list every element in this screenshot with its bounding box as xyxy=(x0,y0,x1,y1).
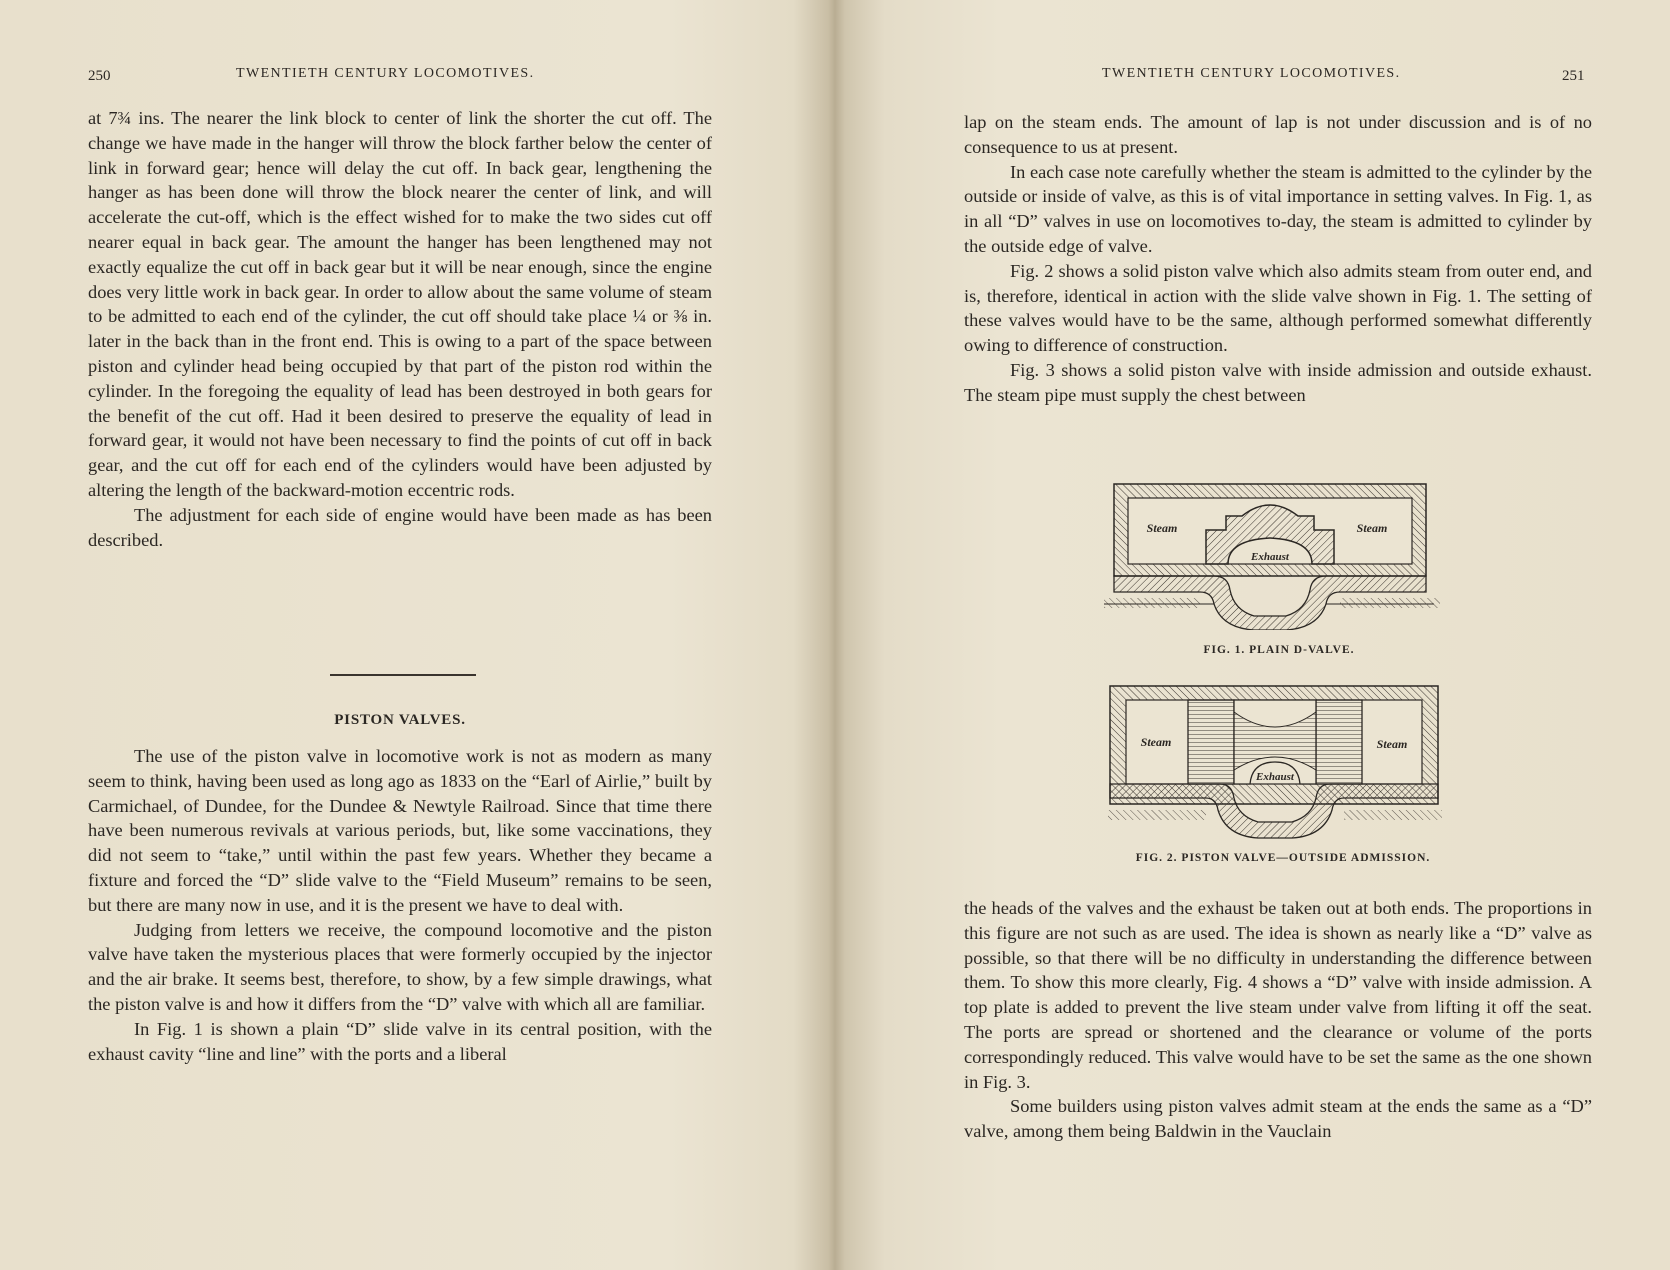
section-divider xyxy=(330,674,476,676)
steam-label-right: Steam xyxy=(1356,521,1388,535)
piston-head-left xyxy=(1188,700,1234,784)
paragraph: Fig. 2 shows a solid piston valve which also admits steam from outer end, and is, therefore, identical in action with the slide valve shown in Fig. 1. The setting of these valves would have to be the same, although performed somewhat differently owing to difference of construction. xyxy=(964,260,1592,356)
paragraph: The use of the piston valve in locomotive work is not as modern as many seem to think, having been used as long ago as 1833 on the “Earl of Airlie,” built by Carmichael, of Dundee, for the Dundee & Newtyle Railroad. Since that time there have been numerous revivals at various periods, but, like some vaccinations, they did not seem to “take,” until within the past few years. Whether they became a fixture and forced the “D” slide valve to the “Field Museum” remains to be seen, but there are many now in use, and it is the present we have to deal with. xyxy=(88,746,712,915)
running-head: TWENTIETH CENTURY LOCOMOTIVES. xyxy=(236,66,535,81)
page-number: 250 xyxy=(88,68,111,84)
paragraph: In each case note carefully whether the steam is admitted to the cylinder by the outside or inside of valve, as this is of vital importance in setting valves. In Fig. 1, as in all “D” valves in use on locomotives to-day, the steam is admitted to cylinder by the outside edge of valve. xyxy=(964,161,1592,256)
steam-label-left: Steam xyxy=(1140,735,1172,749)
figure-2-caption: FIG. 2. PISTON VALVE—OUTSIDE ADMISSION. xyxy=(1135,852,1431,864)
steam-label-left: Steam xyxy=(1146,521,1178,535)
paragraph: Judging from letters we receive, the compound locomotive and the piston valve have taken the mysterious places that were formerly occupied by the injector and the air brake. It seems best, therefore, to show, by a few simple drawings, what the piston valve is and how it differs from the “D” valve with which all are familiar. xyxy=(88,919,712,1014)
piston-head-right xyxy=(1316,700,1362,784)
paragraph: Some builders using piston valves admit steam at the ends the same as a “D” valve, among them being Baldwin in the Vauclain xyxy=(964,1096,1592,1142)
paragraph: In Fig. 1 is shown a plain “D” slide valve in its central position, with the exhaust cavity “line and line” with the ports and a liberal xyxy=(88,1018,712,1064)
paragraph: Fig. 3 shows a solid piston valve with inside admission and outside exhaust. The steam pipe must supply the chest between xyxy=(964,359,1592,405)
right-page xyxy=(840,0,1670,1270)
paragraph: at 7¾ ins. The nearer the link block to center of link the shorter the cut off. The change we have made in the hanger will throw the block farther below the center of link in forward gear; hence will delay the cut off. In back gear, lengthening the hanger as has been done will throw the block nearer the center of link, and will accelerate the cut-off, which is the effect wished for to make the two sides cut off nearer equal in back gear. The amount the hanger has been lengthened may not exactly equalize the cut off in back gear but it will be near enough, since the engine does very little work in back gear. In order to allow about the same volume of steam to be admitted to each end of the cylinder, the cut off should take place ¼ or ⅜ in. later in the back than in the front end. This is owing to a part of the space between piston and cylinder head being occupied by that part of the piston rod within the cylinder. In the foregoing the equality of lead has been destroyed in both gears for the benefit of the cut off. Had it been desired to preserve the equality of lead in forward gear, it would not have been necessary to find the points of cut off in back gear, and the cut off for each end of the cylinders would have been adjusted by altering the length of the backward-motion eccentric rods. xyxy=(88,108,712,500)
paragraph: lap on the steam ends. The amount of lap is not under discussion and is of no consequence to us at present. xyxy=(964,112,1592,157)
exhaust-label: Exhaust xyxy=(1256,771,1294,783)
left-page xyxy=(0,0,830,1270)
section-heading: PISTON VALVES. xyxy=(334,712,466,728)
left-section-text xyxy=(88,744,712,1066)
running-head: TWENTIETH CENTURY LOCOMOTIVES. xyxy=(1102,66,1401,81)
figure-1-d-valve-diagram xyxy=(1104,480,1454,630)
steam-label-right: Steam xyxy=(1376,737,1408,751)
left-top-text xyxy=(88,106,712,552)
figure-1-caption: FIG. 1. PLAIN D-VALVE. xyxy=(1203,644,1355,656)
exhaust-label: Exhaust xyxy=(1251,551,1289,563)
paragraph: The adjustment for each side of engine would have been made as has been described. xyxy=(88,504,712,550)
right-top-text xyxy=(964,110,1592,408)
paragraph: the heads of the valves and the exhaust be taken out at both ends. The proportions in this figure are not such as are used. The idea is shown as nearly like a “D” valve as possible, so that there will be no difficulty in understanding the difference between them. To show this more clearly, Fig. 4 shows a “D” valve with inside admission. A top plate is added to prevent the live steam under valve from lifting it off the seat. The ports are spread or shortened and the clearance or volume of the ports correspondingly reduced. This valve would have to be set the same as the one shown in Fig. 3. xyxy=(964,898,1592,1092)
right-bottom-text xyxy=(964,896,1592,1144)
figure-2-piston-valve-diagram xyxy=(1108,682,1458,840)
page-number: 251 xyxy=(1562,68,1585,84)
